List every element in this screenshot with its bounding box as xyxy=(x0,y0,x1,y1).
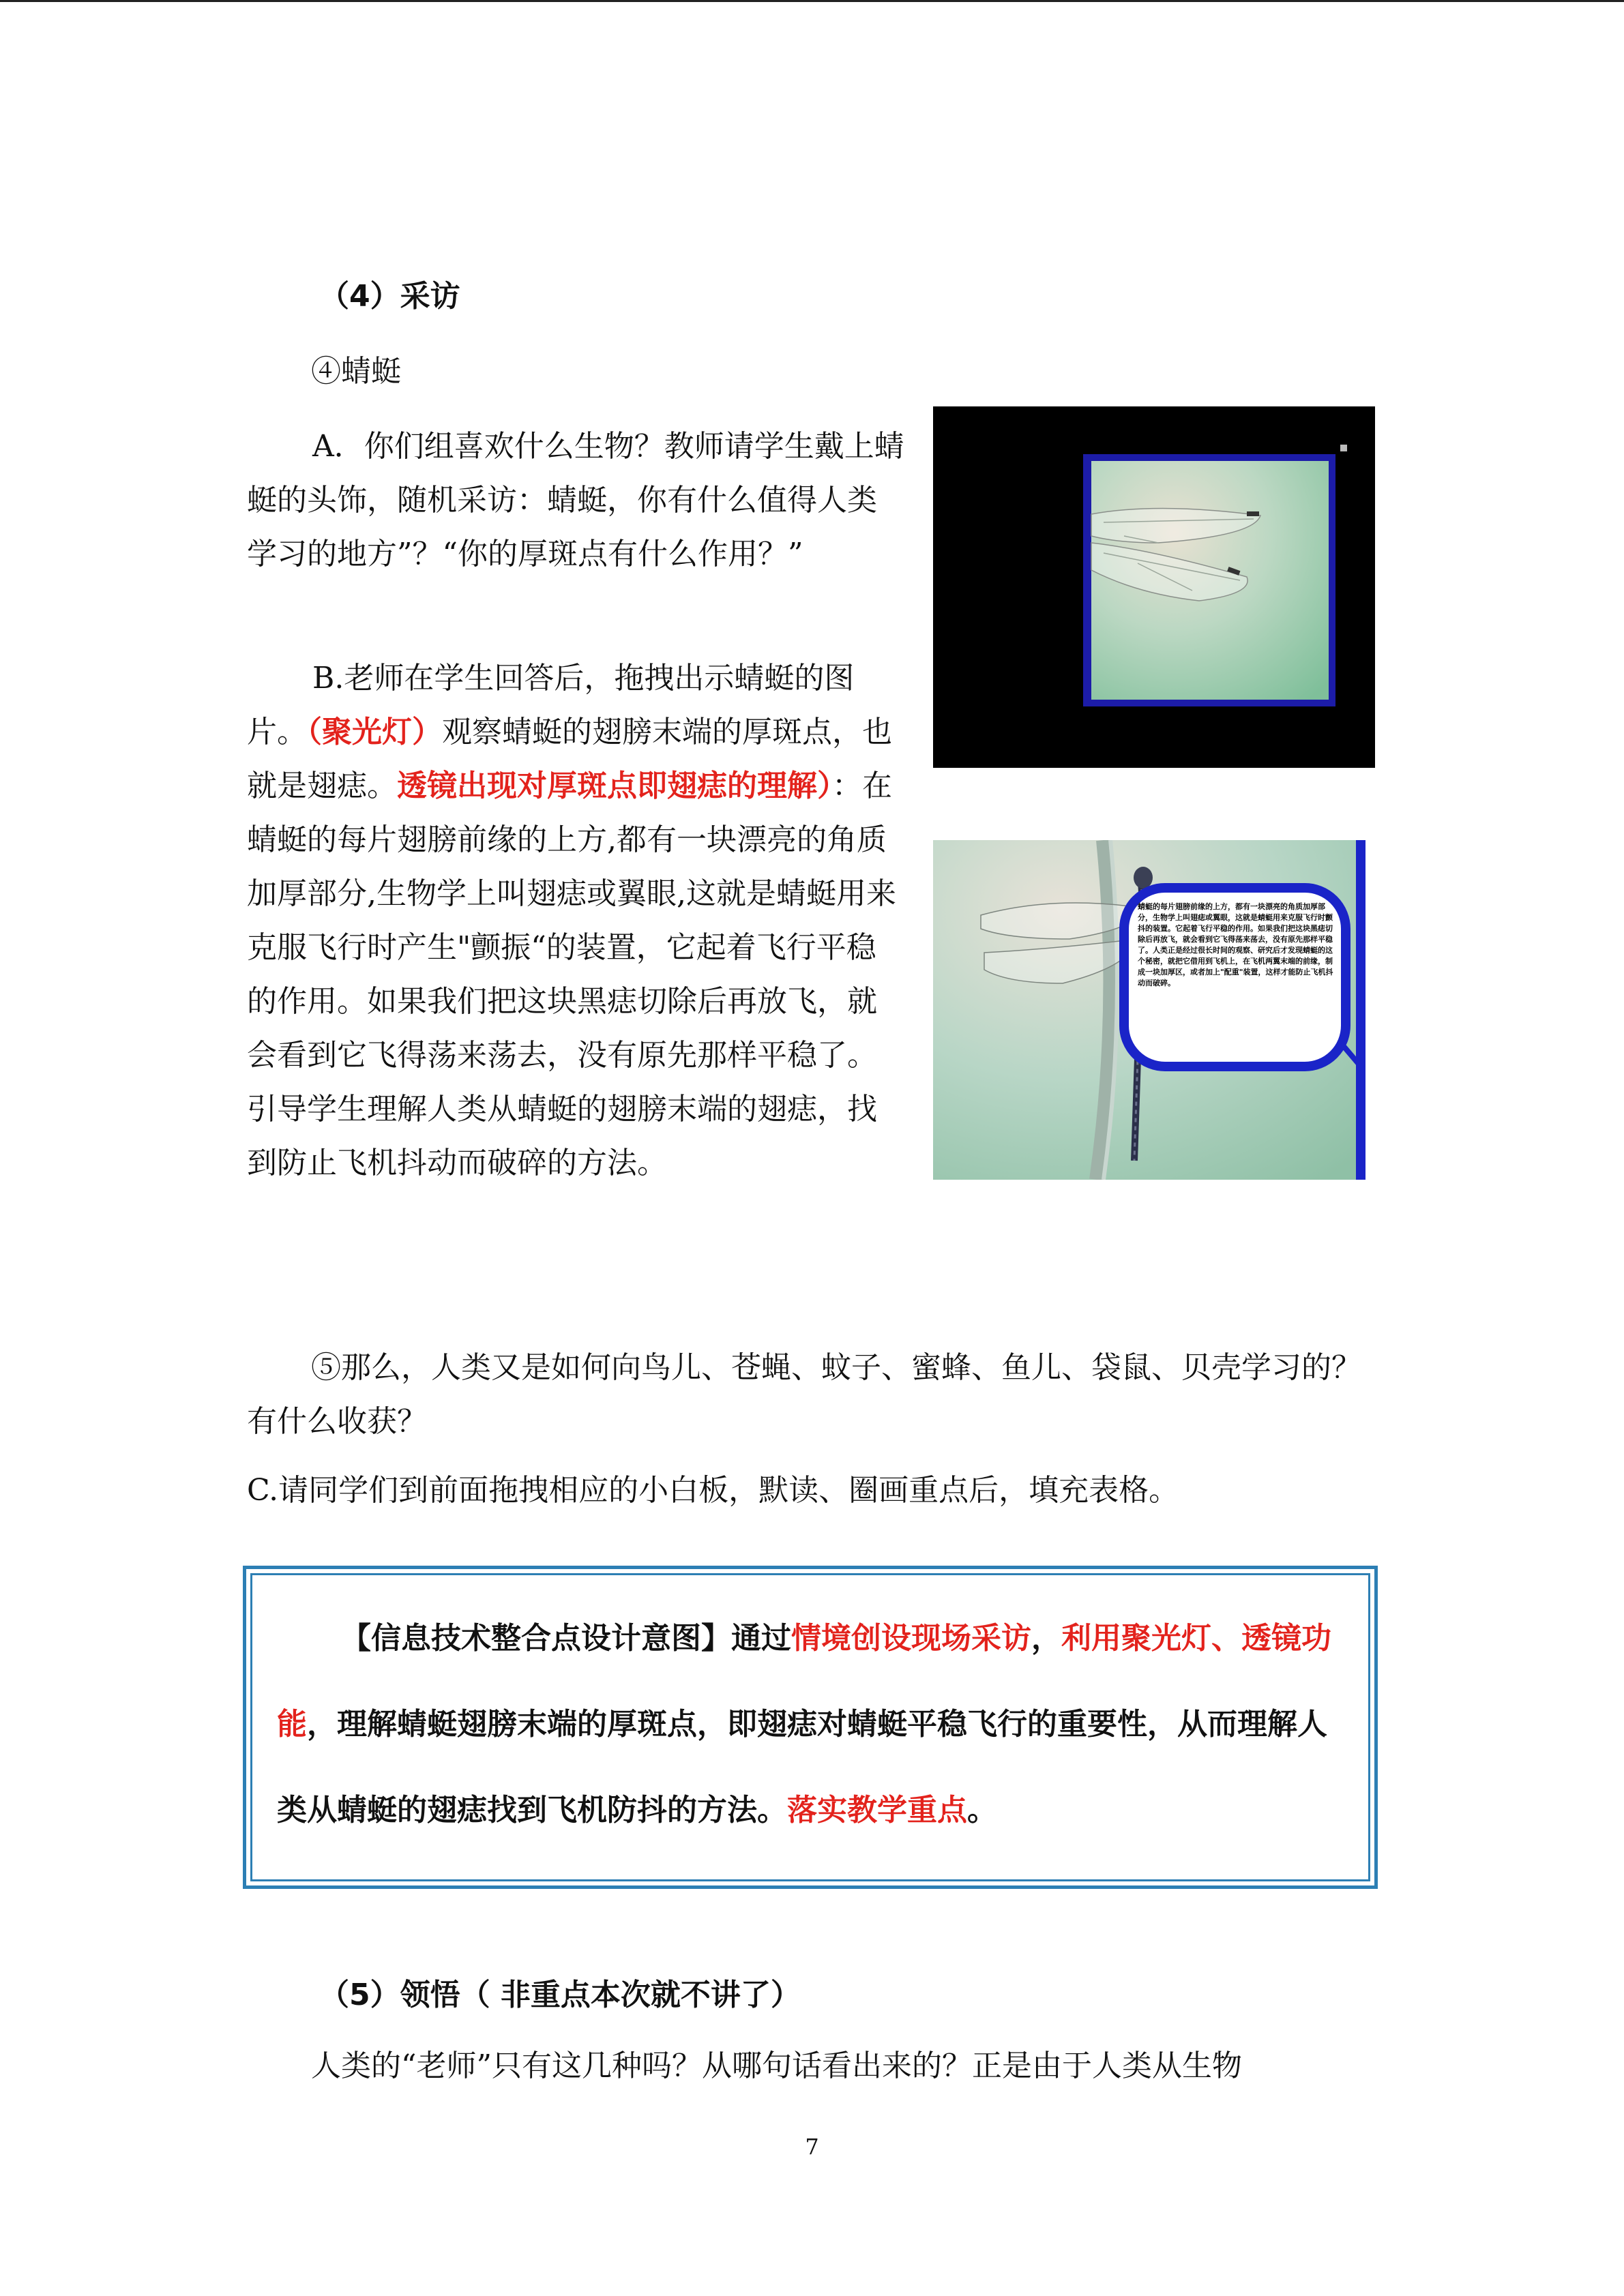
info-box-title: 【信息技术整合点设计意图】 xyxy=(341,1621,731,1656)
paragraph-c: C.请同学们到前面拖拽相应的小白板，默读、圈画重点后，填充表格。 xyxy=(247,1473,1179,1508)
section-5-title: （5）领悟（ 非重点本次就不讲了） xyxy=(319,1978,801,2012)
info-box-text-2: ， xyxy=(1031,1621,1061,1656)
paragraph-b-part2: 观察蜻蜓的翅膀末端的厚斑点，也就是翅痣。 xyxy=(247,715,892,803)
dragonfly-item: ④蜻蜓 xyxy=(311,354,401,389)
info-box-text-4: 。 xyxy=(967,1793,997,1828)
paragraph-b-part3: ：在蜻蜓的每片翅膀前缘的上方,都有一块漂亮的角质加厚部分,生物学上叫翅痣或翼眼,这就是蜻蜓用来克服飞行时产生"颤振“的装置，它起着飞行平稳的作用。如果我们把这块黑痣切除后再放飞，就会看到它飞得荡来荡去，没有原先那样平稳了。引导学生理解人类从蜻蜓的翅膀末端的翅痣，找到防止飞机抖动而破碎的方法。 xyxy=(247,769,896,1180)
section-4-title: （4）采访 xyxy=(319,279,460,314)
page-top-border xyxy=(0,0,1624,2)
paragraph-b-text xyxy=(247,651,906,1190)
page-number: 7 xyxy=(805,2134,819,2160)
info-box-text-3: ，理解蜻蜓翅膀末端的厚斑点，即翅痣对蜻蜓平稳飞行的重要性，从而理解人类从蜻蜓的翅痣找到飞机防抖的方法。 xyxy=(277,1707,1327,1828)
lens-label: 透镜出现对厚斑点即翅痣的理解） xyxy=(397,769,832,803)
paragraph-b-part1: B.老师在学生回答后，拖拽出示蜻蜓的图片。 xyxy=(247,661,855,749)
item-5-text: ⑤那么，人类又是如何向鸟儿、苍蝇、蚊子、蜜蜂、鱼儿、袋鼠、贝壳学习的？有什么收获？ xyxy=(247,1350,1361,1439)
info-tech-box xyxy=(243,1566,1378,1889)
paragraph-a-text: A．你们组喜欢什么生物？教师请学生戴上蜻蜓的头饰，随机采访：蜻蜓，你有什么值得人类学习的地方”？“你的厚斑点有什么作用？” xyxy=(247,429,904,571)
lens-figure xyxy=(933,840,1365,1180)
info-box-text-1: 通过 xyxy=(731,1621,791,1656)
last-paragraph: 人类的“老师”只有这几种吗？从哪句话看出来的？正是由于人类从生物 xyxy=(311,2048,1242,2083)
paragraph-a xyxy=(247,419,906,581)
paragraph-b xyxy=(247,651,906,1190)
info-box-highlight-2: 利用聚光灯、透镜功能 xyxy=(277,1621,1331,1742)
info-box-highlight-1: 情境创设现场采访 xyxy=(791,1621,1031,1656)
lens-bubble-text: 蜻蜓的每片翅膀前缘的上方，都有一块漂亮的角质加厚部分，生物学上叫翅痣或翼眼，这就是蜻蜓用来克服飞行时颤抖的装置。它起着飞行平稳的作用。如果我们把这块黑痣切除后再放飞，就会看到它飞得荡来荡去，没有原先那样平稳了。人类正是经过很长时间的观察、研究后才发现蜻蜓的这个秘密，就把它借用到飞机上，在飞机两翼末端的前缘，制成一块加厚区，或者加上"配重"装置，这样才能防止飞机抖动而破碎。 xyxy=(1138,902,1333,987)
info-tech-box-inner xyxy=(250,1573,1370,1881)
spotlight-figure xyxy=(933,406,1375,768)
spotlight-label: （聚光灯） xyxy=(307,715,442,749)
spotlight-image xyxy=(933,406,1375,768)
info-box-highlight-3: 落实教学重点 xyxy=(787,1793,967,1828)
